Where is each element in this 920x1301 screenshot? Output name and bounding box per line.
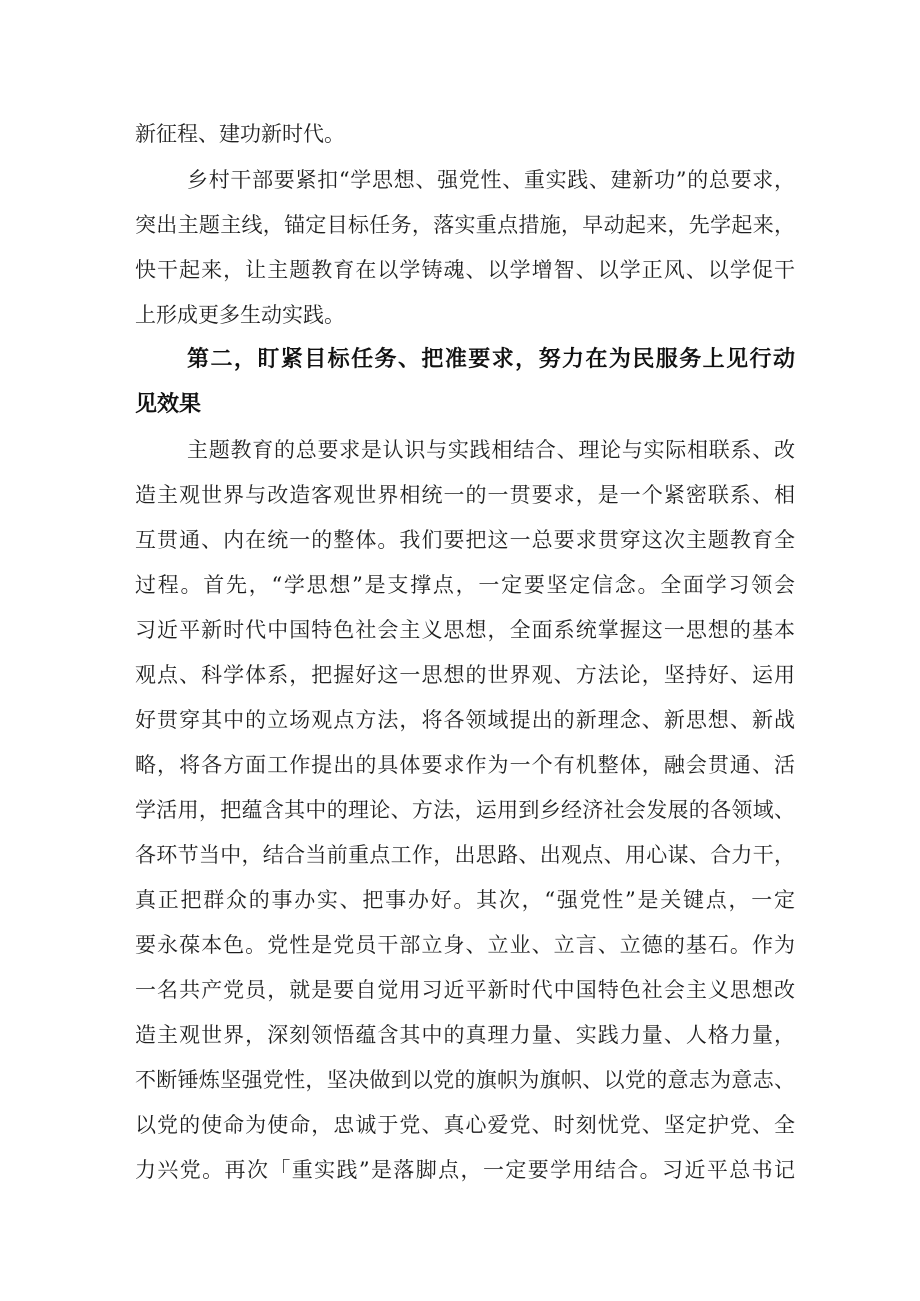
text-line: 以党的使命为使命，忠诚于党、真心爱党、时刻忧党、坚定护党、全 — [135, 1113, 795, 1137]
text-line: 主题教育的总要求是认识与实践相结合、理论与实际相联系、改 — [187, 438, 795, 462]
text-line: 观点、科学体系，把握好这一思想的世界观、方法论，坚持好、运用 — [135, 663, 795, 687]
text-line: 过程。首先，“学思想”是支撑点，一定要坚定信念。全面学习领会 — [135, 573, 795, 597]
text-line: 真正把群众的事办实、把事办好。其次，“强党性”是关键点，一定 — [135, 888, 795, 912]
text-line: 乡村干部要紧扣“学思想、强党性、重实践、建新功”的总要求， — [187, 168, 795, 192]
text-line: 造主观世界与改造客观世界相统一的一贯要求，是一个紧密联系、相 — [135, 483, 795, 507]
text-line: 好贯穿其中的立场观点方法，将各领域提出的新理念、新思想、新战 — [135, 708, 795, 732]
text-line: 各环节当中，结合当前重点工作，出思路、出观点、用心谋、合力干， — [135, 843, 795, 867]
text-line: 学活用，把蕴含其中的理论、方法，运用到乡经济社会发展的各领域、 — [135, 798, 795, 822]
text-line: 不断锤炼坚强党性，坚决做到以党的旗帜为旗帜、以党的意志为意志、 — [135, 1068, 795, 1092]
text-line: 习近平新时代中国特色社会主义思想，全面系统掌握这一思想的基本 — [135, 618, 795, 642]
text-line: 突出主题主线，锚定目标任务，落实重点措施，早动起来，先学起来， — [135, 213, 795, 237]
text-line: 要永葆本色。党性是党员干部立身、立业、立言、立德的基石。作为 — [135, 933, 795, 957]
text-line: 互贯通、内在统一的整体。我们要把这一总要求贯穿这次主题教育全 — [135, 528, 795, 552]
text-line: 快干起来，让主题教育在以学铸魂、以学增智、以学正风、以学促干 — [135, 258, 795, 282]
heading-line: 第二，盯紧目标任务、把准要求，努力在为民服务上见行动 — [187, 347, 795, 372]
text-line: 略，将各方面工作提出的具体要求作为一个有机整体，融会贯通、活 — [135, 753, 795, 777]
text-line: 力兴党。再次「重实践”是落脚点，一定要学用结合。习近平总书记 — [135, 1158, 795, 1182]
text-line: 上形成更多生动实践。 — [135, 303, 345, 327]
text-line: 造主观世界，深刻领悟蕴含其中的真理力量、实践力量、人格力量， — [135, 1023, 795, 1047]
heading-line: 见效果 — [135, 392, 202, 417]
text-line: 新征程、建功新时代。 — [135, 122, 345, 146]
text-line: 一名共产党员，就是要自觉用习近平新时代中国特色社会主义思想改 — [135, 978, 795, 1002]
